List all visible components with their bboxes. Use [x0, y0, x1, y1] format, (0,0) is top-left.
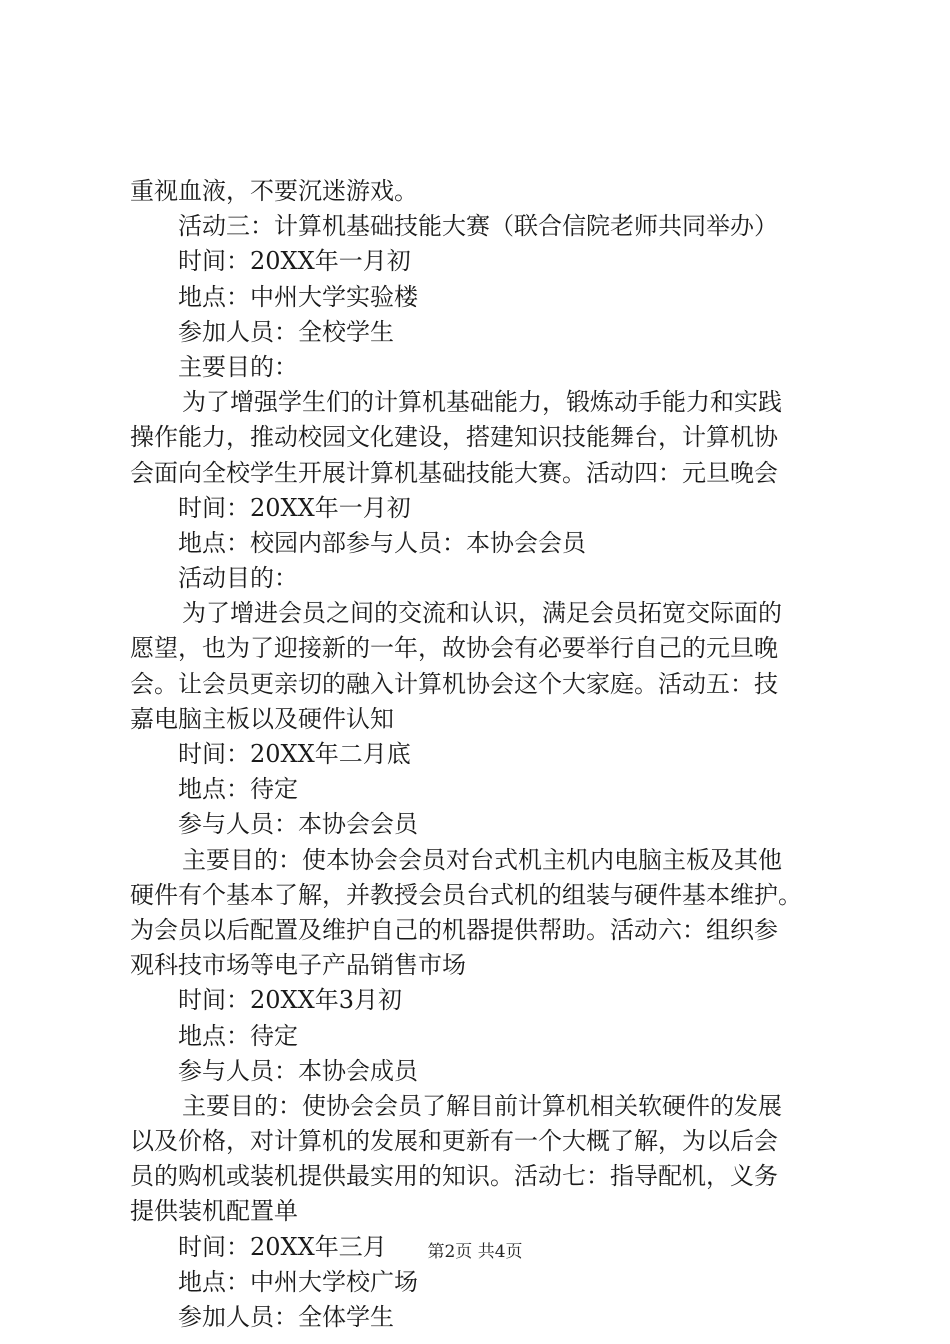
text-line: 参加人员：全校学生 — [178, 317, 394, 346]
text-line: 主要目的：使本协会会员对台式机主机内电脑主板及其他 — [182, 845, 782, 874]
text-line: 会。让会员更亲切的融入计算机协会这个大家庭。活动五：技 — [130, 669, 778, 698]
text-line: 观科技市场等电子产品销售市场 — [130, 951, 466, 980]
text-line: 参加人员：全体学生 — [178, 1303, 394, 1331]
text-line: 参与人员：本协会成员 — [178, 1056, 418, 1085]
text-line: 重视血液，不要沉迷游戏。 — [130, 177, 418, 205]
text-line: 嘉电脑主板以及硬件认知 — [130, 704, 394, 733]
text-line: 为会员以后配置及维护自己的机器提供帮助。活动六：组织参 — [130, 915, 778, 944]
text-line: 主要目的：使协会会员了解目前计算机相关软硬件的发展 — [182, 1091, 782, 1120]
text-line: 地点：待定 — [178, 1021, 298, 1050]
text-line: 活动三：计算机基础技能大赛（联合信院老师共同举办） — [178, 212, 778, 241]
text-line: 时间：20XX年三月 — [178, 1232, 387, 1261]
text-line: 为了增强学生们的计算机基础能力，锻炼动手能力和实践 — [182, 388, 782, 417]
text-line: 地点：待定 — [178, 775, 298, 804]
text-line: 时间：20XX年3月初 — [178, 986, 402, 1015]
text-line: 时间：20XX年一月初 — [178, 493, 411, 522]
text-line: 愿望，也为了迎接新的一年，故协会有必要举行自己的元旦晚 — [130, 634, 778, 663]
text-line: 时间：20XX年二月底 — [178, 740, 411, 768]
text-line: 提供装机配置单 — [130, 1197, 298, 1226]
text-line: 地点：中州大学实验楼 — [178, 282, 418, 311]
text-line: 地点：中州大学校广场 — [178, 1267, 418, 1296]
text-line: 操作能力，推动校园文化建设，搭建知识技能舞台，计算机协 — [130, 423, 778, 452]
text-line: 员的购机或装机提供最实用的知识。活动七：指导配机，义务 — [130, 1162, 778, 1191]
text-line: 时间：20XX年一月初 — [178, 247, 411, 276]
text-line: 活动目的： — [178, 564, 298, 593]
text-line: 硬件有个基本了解，并教授会员台式机的组装与硬件基本维护。 — [130, 880, 802, 909]
text-line: 地点：校园内部参与人员：本协会会员 — [178, 528, 586, 557]
text-line: 为了增进会员之间的交流和认识，满足会员拓宽交际面的 — [182, 599, 782, 628]
text-line: 主要目的： — [178, 352, 298, 381]
text-line: 参与人员：本协会会员 — [178, 810, 418, 839]
text-line: 会面向全校学生开展计算机基础技能大赛。活动四：元旦晚会 — [130, 458, 778, 487]
page-footer: 第2页 共4页 — [427, 1242, 523, 1262]
document-body — [130, 174, 840, 1335]
text-line: 以及价格，对计算机的发展和更新有一个大概了解，为以后会 — [130, 1127, 778, 1156]
